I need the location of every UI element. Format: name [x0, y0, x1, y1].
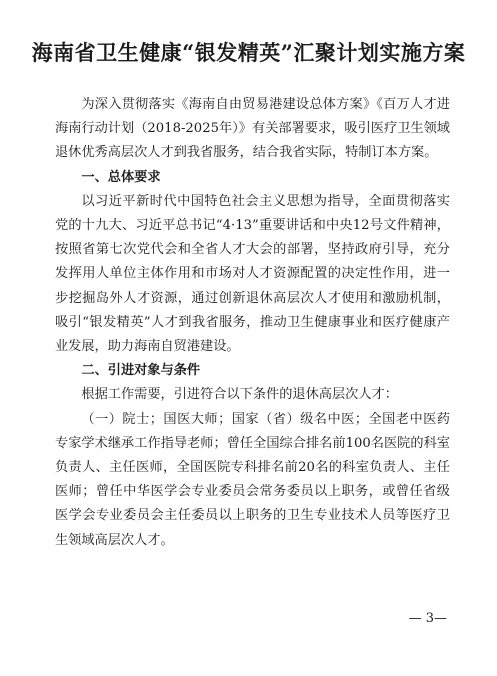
document-body: [55, 93, 450, 553]
section-heading-general-requirements: 一、总体要求: [81, 169, 161, 185]
general-requirements-paragraph: 以习近平新时代中国特色社会主义思想为指导，全面贯彻落实党的十九大、习近平总书记“4·13”重要讲话和中央12号文件精神，按照省第七次党代会和全省人才大会的部署，坚持政府引导，充分发挥用人单位主体作用和市场对人才资源配置的决定性作用，进一步挖掘岛外人才资源，通过创新退休高层次人才使用和激励机制，吸引“银发精英”人才到我省服务，推动卫生健康事业和医疗健康产业发展，助力海南自贸港建设。: [55, 193, 450, 355]
intro-paragraph: 为深入贯彻落实《海南自由贸易港建设总体方案》《百万人才进海南行动计划（2018-2025年）》有关部署要求，吸引医疗卫生领域退休优秀高层次人才到我省服务，结合我省实际，特制订本方案。: [55, 97, 450, 161]
section-heading-recruitment-targets: 二、引进对象与条件: [81, 363, 201, 379]
recruitment-item-1: （一）院士；国医大师；国家（省）级名中医；全国老中医药专家学术继承工作指导老师；曾任全国综合排名前100名医院的科室负责人、主任医师，全国医院专科排名前20名的科室负责人、主任医师；曾任中华医学会专业委员会常务委员以上职务，或曾任省级医学会专业委员会主任委员以上职务的卫生专业技术人员等医疗卫生领域高层次人才。: [55, 411, 450, 548]
recruitment-intro-paragraph: 根据工作需要，引进符合以下条件的退休高层次人才：: [81, 387, 398, 403]
page-number: — 3—: [408, 611, 447, 626]
document-title: 海南省卫生健康“银发精英”汇聚计划实施方案: [31, 40, 466, 65]
